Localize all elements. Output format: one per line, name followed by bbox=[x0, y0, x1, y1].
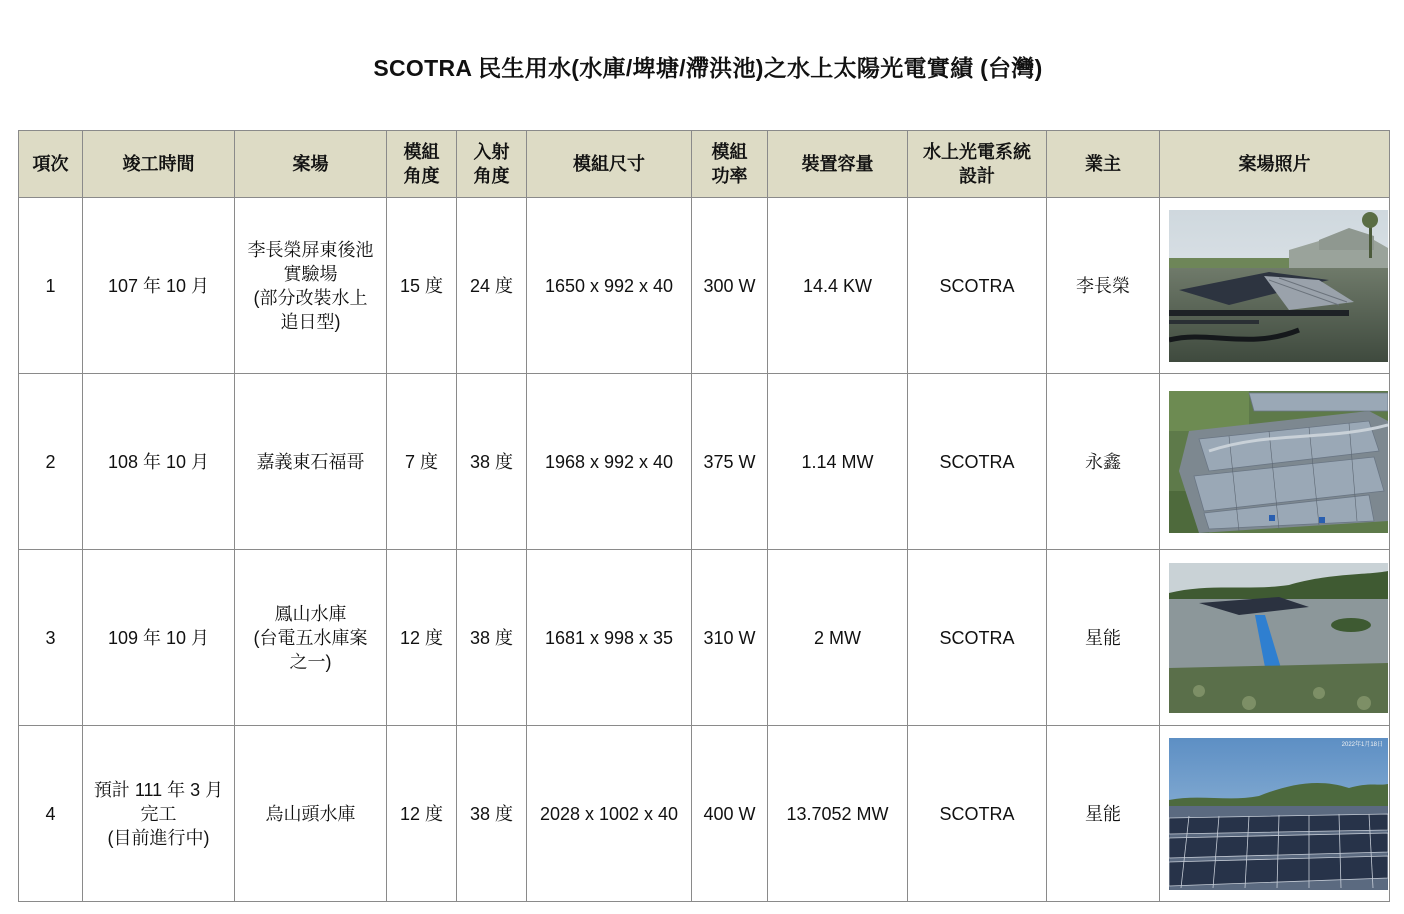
header-capacity: 裝置容量 bbox=[768, 131, 908, 198]
cell-site bbox=[235, 374, 387, 550]
cell-completed-l1: 108 年 10 月 bbox=[107, 451, 210, 472]
header-system-design bbox=[908, 131, 1047, 198]
cell-capacity: 14.4 KW bbox=[768, 198, 908, 374]
cell-owner: 永鑫 bbox=[1047, 374, 1160, 550]
header-no: 項次 bbox=[19, 131, 83, 198]
header-incidence-angle bbox=[457, 131, 527, 198]
header-photo: 案場照片 bbox=[1160, 131, 1390, 198]
cell-module-power: 310 W bbox=[692, 550, 768, 726]
header-module-power-l2: 功率 bbox=[711, 166, 748, 186]
cell-completed bbox=[83, 374, 235, 550]
header-incidence-angle-l2: 角度 bbox=[473, 166, 510, 186]
cell-system-design: SCOTRA bbox=[908, 550, 1047, 726]
header-system-design-l2: 設計 bbox=[959, 166, 995, 186]
header-module-angle-l1: 模組 bbox=[403, 142, 440, 162]
site-photo-reservoir bbox=[1169, 562, 1388, 714]
header-module-angle bbox=[387, 131, 457, 198]
table-row bbox=[19, 374, 1390, 550]
site-photo-tracking-pond bbox=[1169, 210, 1388, 362]
cell-module-angle: 7 度 bbox=[387, 374, 457, 550]
cell-module-size: 1650 x 992 x 40 bbox=[527, 198, 692, 374]
table-row bbox=[19, 550, 1390, 726]
cell-completed-l1: 109 年 10 月 bbox=[107, 627, 210, 648]
cell-site-l1: 嘉義東石福哥 bbox=[256, 451, 365, 472]
cell-module-angle: 12 度 bbox=[387, 726, 457, 902]
site-photo-solar-array bbox=[1169, 738, 1388, 890]
cell-site-l3: 之一) bbox=[289, 651, 332, 672]
header-module-power bbox=[692, 131, 768, 198]
cell-incidence-angle: 38 度 bbox=[457, 374, 527, 550]
header-incidence-angle-l1: 入射 bbox=[473, 142, 510, 162]
projects-table bbox=[18, 130, 1390, 902]
cell-completed bbox=[83, 726, 235, 902]
cell-owner: 星能 bbox=[1047, 726, 1160, 902]
cell-site-l1: 李長榮屏東後池 bbox=[247, 239, 374, 260]
cell-no: 2 bbox=[19, 374, 83, 550]
cell-photo bbox=[1160, 374, 1390, 550]
cell-site-l2: (台電五水庫案 bbox=[253, 627, 368, 648]
cell-module-size: 2028 x 1002 x 40 bbox=[527, 726, 692, 902]
site-photo-aerial-pond bbox=[1169, 386, 1388, 538]
header-module-power-l1: 模組 bbox=[711, 142, 748, 162]
cell-site-l2: 實驗場 bbox=[283, 263, 338, 284]
header-completed: 竣工時間 bbox=[83, 131, 235, 198]
cell-module-size: 1968 x 992 x 40 bbox=[527, 374, 692, 550]
cell-site bbox=[235, 198, 387, 374]
cell-incidence-angle: 24 度 bbox=[457, 198, 527, 374]
header-module-size: 模組尺寸 bbox=[527, 131, 692, 198]
cell-system-design: SCOTRA bbox=[908, 198, 1047, 374]
cell-no: 1 bbox=[19, 198, 83, 374]
cell-module-power: 400 W bbox=[692, 726, 768, 902]
header-system-design-l1: 水上光電系統 bbox=[923, 142, 1031, 162]
cell-photo bbox=[1160, 550, 1390, 726]
cell-completed bbox=[83, 198, 235, 374]
cell-incidence-angle: 38 度 bbox=[457, 550, 527, 726]
table-row bbox=[19, 198, 1390, 374]
cell-site bbox=[235, 726, 387, 902]
page-title: SCOTRA 民生用水(水庫/埤塘/滯洪池)之水上太陽光電實績 (台灣) bbox=[373, 55, 1043, 81]
cell-incidence-angle: 38 度 bbox=[457, 726, 527, 902]
cell-no: 4 bbox=[19, 726, 83, 902]
cell-owner: 星能 bbox=[1047, 550, 1160, 726]
cell-capacity: 1.14 MW bbox=[768, 374, 908, 550]
cell-site-l1: 鳳山水庫 bbox=[274, 603, 347, 624]
photo-date-stamp: 2022年1月18日 bbox=[1341, 741, 1383, 748]
cell-module-size: 1681 x 998 x 35 bbox=[527, 550, 692, 726]
cell-no: 3 bbox=[19, 550, 83, 726]
cell-photo bbox=[1160, 198, 1390, 374]
cell-completed-l3: (目前進行中) bbox=[107, 827, 210, 848]
cell-site-l3: (部分改裝水上 bbox=[253, 287, 368, 308]
cell-completed-l1: 107 年 10 月 bbox=[107, 275, 210, 296]
cell-completed-l1: 預計 111 年 3 月 bbox=[93, 779, 224, 800]
cell-capacity: 13.7052 MW bbox=[768, 726, 908, 902]
header-owner: 業主 bbox=[1047, 131, 1160, 198]
cell-photo bbox=[1160, 726, 1390, 902]
cell-completed bbox=[83, 550, 235, 726]
cell-module-power: 300 W bbox=[692, 198, 768, 374]
header-row bbox=[19, 131, 1390, 198]
cell-completed-l2: 完工 bbox=[140, 803, 177, 824]
cell-system-design: SCOTRA bbox=[908, 726, 1047, 902]
cell-module-angle: 12 度 bbox=[387, 550, 457, 726]
header-site: 案場 bbox=[235, 131, 387, 198]
cell-module-angle: 15 度 bbox=[387, 198, 457, 374]
cell-site bbox=[235, 550, 387, 726]
cell-site-l4: 追日型) bbox=[280, 311, 341, 332]
cell-owner: 李長榮 bbox=[1047, 198, 1160, 374]
cell-capacity: 2 MW bbox=[768, 550, 908, 726]
cell-system-design: SCOTRA bbox=[908, 374, 1047, 550]
header-module-angle-l2: 角度 bbox=[403, 166, 440, 186]
table-row bbox=[19, 726, 1390, 902]
cell-site-l1: 烏山頭水庫 bbox=[265, 803, 356, 824]
cell-module-power: 375 W bbox=[692, 374, 768, 550]
